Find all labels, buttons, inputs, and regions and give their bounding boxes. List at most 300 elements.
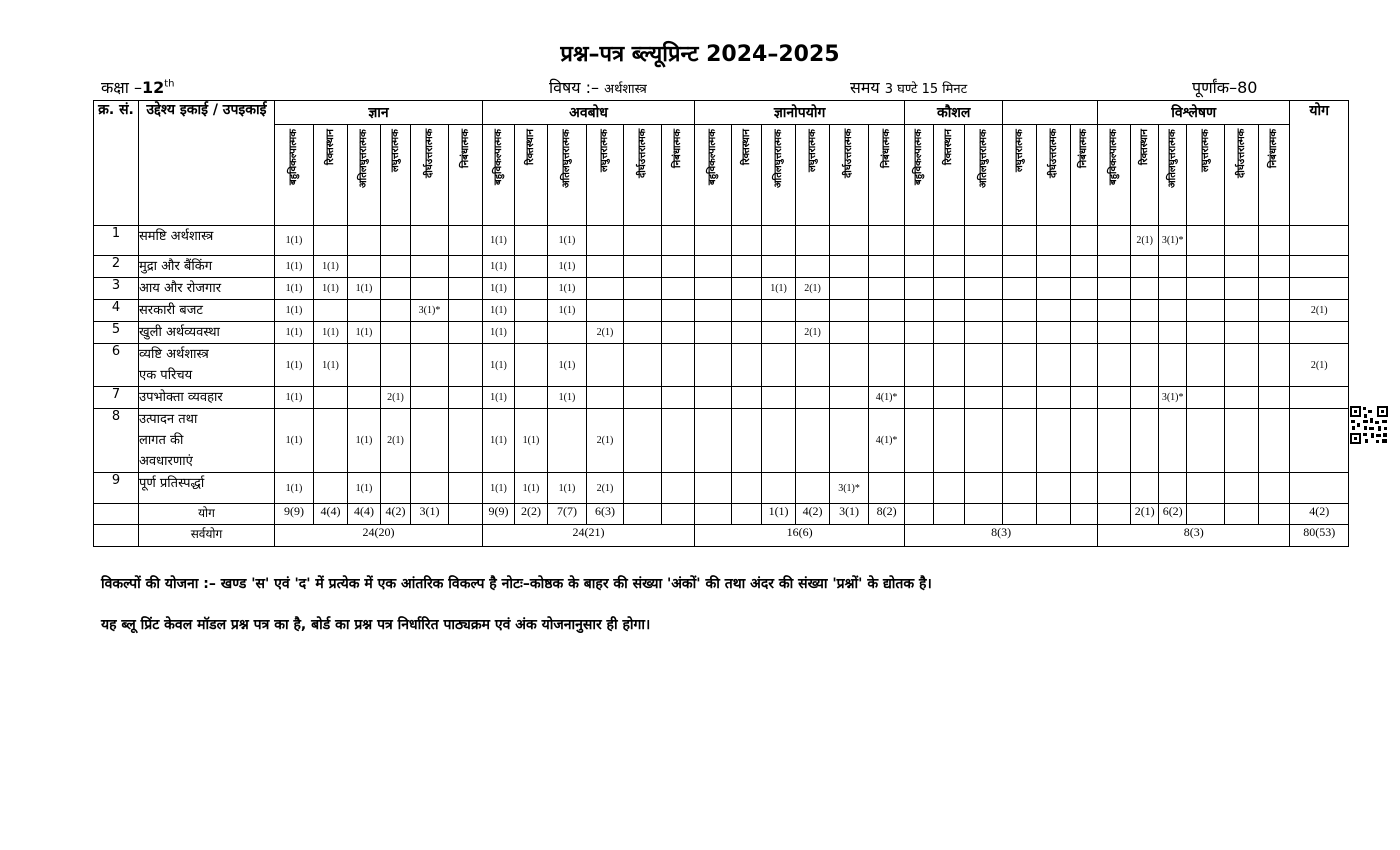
marks-cell: 1(1) bbox=[314, 256, 348, 278]
marks-cell bbox=[624, 409, 662, 473]
marks-cell: 2(1) bbox=[796, 278, 830, 300]
yog-cell: 7(7) bbox=[548, 504, 587, 525]
marks-cell bbox=[449, 256, 483, 278]
marks-cell bbox=[1225, 226, 1259, 256]
marks-cell bbox=[1187, 473, 1225, 504]
marks-cell bbox=[732, 278, 762, 300]
marks-cell bbox=[411, 256, 449, 278]
marks-cell: 1(1) bbox=[483, 473, 515, 504]
serial-no: 7 bbox=[94, 387, 139, 409]
marks-cell bbox=[1003, 409, 1037, 473]
marks-cell bbox=[1071, 322, 1098, 344]
yog-cell: 6(2) bbox=[1159, 504, 1187, 525]
marks-cell bbox=[381, 322, 411, 344]
marks-cell bbox=[732, 473, 762, 504]
marks-cell bbox=[1159, 344, 1187, 387]
marks-cell bbox=[1037, 409, 1071, 473]
marks-cell bbox=[1037, 256, 1071, 278]
marks-cell: 1(1) bbox=[483, 300, 515, 322]
marks-cell bbox=[1098, 256, 1131, 278]
unit-name-line: व्यष्टि अर्थशास्त्र bbox=[139, 347, 209, 362]
marks-cell bbox=[934, 473, 965, 504]
table-row bbox=[94, 344, 1349, 387]
sarvayog-row bbox=[94, 525, 1349, 547]
marks-cell bbox=[905, 409, 934, 473]
yog-cell: 4(2) bbox=[381, 504, 411, 525]
marks-cell bbox=[662, 322, 695, 344]
yog-cell: 1(1) bbox=[762, 504, 796, 525]
marks-cell bbox=[905, 256, 934, 278]
yog-row bbox=[94, 504, 1349, 525]
unit-name bbox=[139, 300, 275, 322]
yog-cell: 4(2) bbox=[796, 504, 830, 525]
time-label: समय 3 घण्टे 15 मिनट bbox=[850, 78, 968, 97]
question-type-header bbox=[1098, 125, 1131, 226]
question-type-label: लघुत्तरात्मक bbox=[389, 129, 401, 172]
question-type-label: लघुत्तरात्मक bbox=[1199, 129, 1211, 172]
marks-cell bbox=[1098, 226, 1131, 256]
question-type-label: निबंधात्मक bbox=[672, 129, 684, 169]
question-type-header bbox=[695, 125, 732, 226]
marks-cell: 1(1) bbox=[548, 256, 587, 278]
question-type-header bbox=[869, 125, 905, 226]
question-type-header bbox=[275, 125, 314, 226]
unit-name bbox=[139, 322, 275, 344]
marks-cell bbox=[1037, 322, 1071, 344]
marks-cell: 1(1) bbox=[348, 409, 381, 473]
question-type-label: रिक्तस्थान bbox=[943, 129, 955, 165]
marks-cell bbox=[869, 322, 905, 344]
question-type-label: अतिलघुत्तरात्मक bbox=[1166, 129, 1178, 188]
unit-name-line: खुली अर्थव्यवस्था bbox=[139, 325, 220, 340]
table-row bbox=[94, 409, 1349, 473]
question-type-header bbox=[1187, 125, 1225, 226]
marks-cell bbox=[830, 300, 869, 322]
marks-cell bbox=[905, 226, 934, 256]
yog-cell bbox=[624, 504, 662, 525]
marks-cell bbox=[796, 226, 830, 256]
marks-cell bbox=[934, 387, 965, 409]
marks-cell bbox=[732, 322, 762, 344]
marks-cell bbox=[662, 278, 695, 300]
marks-cell bbox=[662, 387, 695, 409]
marks-cell bbox=[1098, 344, 1131, 387]
marks-cell bbox=[1098, 300, 1131, 322]
marks-cell bbox=[1098, 278, 1131, 300]
marks-cell bbox=[1003, 300, 1037, 322]
marks-cell bbox=[1071, 278, 1098, 300]
question-type-header bbox=[348, 125, 381, 226]
yog-cell: 3(1) bbox=[830, 504, 869, 525]
serial-no: 1 bbox=[94, 226, 139, 256]
question-type-label: रिक्तस्थान bbox=[324, 129, 336, 165]
marks-cell bbox=[905, 473, 934, 504]
marks-cell bbox=[830, 256, 869, 278]
unit-name-line: अवधारणाएं bbox=[139, 454, 193, 469]
question-type-label: बहुविकल्पात्मक bbox=[492, 129, 504, 185]
marks-cell bbox=[905, 300, 934, 322]
marks-cell bbox=[830, 344, 869, 387]
serial-no: 4 bbox=[94, 300, 139, 322]
marks-cell bbox=[830, 226, 869, 256]
marks-cell bbox=[1098, 409, 1131, 473]
question-type-label: अतिलघुत्तरात्मक bbox=[561, 129, 572, 188]
question-type-header bbox=[1003, 125, 1037, 226]
unit-name bbox=[139, 278, 275, 300]
marks-cell: 1(1) bbox=[548, 226, 587, 256]
question-type-label: बहुविकल्पात्मक bbox=[707, 129, 719, 185]
marks-cell bbox=[1037, 300, 1071, 322]
marks-cell bbox=[905, 322, 934, 344]
question-type-header bbox=[732, 125, 762, 226]
yog-cell bbox=[965, 504, 1003, 525]
unit-name bbox=[139, 473, 275, 504]
marks-cell bbox=[515, 300, 548, 322]
marks-cell bbox=[965, 322, 1003, 344]
marks-cell bbox=[796, 387, 830, 409]
marks-cell bbox=[1131, 256, 1159, 278]
marks-cell bbox=[1187, 256, 1225, 278]
question-type-label: दीर्घउत्तरात्मक bbox=[636, 129, 648, 179]
question-type-header bbox=[548, 125, 587, 226]
marks-cell bbox=[1131, 344, 1159, 387]
marks-cell bbox=[662, 256, 695, 278]
marks-cell bbox=[1225, 344, 1259, 387]
marks-cell bbox=[624, 322, 662, 344]
question-type-header bbox=[1159, 125, 1187, 226]
marks-cell bbox=[1259, 387, 1290, 409]
marks-cell bbox=[449, 300, 483, 322]
marks-cell bbox=[1225, 256, 1259, 278]
marks-cell bbox=[314, 226, 348, 256]
serial-no-header: क्र. सं. bbox=[94, 101, 139, 226]
marks-cell bbox=[515, 344, 548, 387]
marks-cell bbox=[965, 387, 1003, 409]
empty-cell bbox=[94, 525, 139, 547]
marks-cell bbox=[695, 278, 732, 300]
marks-cell: 1(1) bbox=[275, 256, 314, 278]
question-type-header bbox=[1071, 125, 1098, 226]
marks-cell bbox=[762, 256, 796, 278]
empty-cell bbox=[94, 504, 139, 525]
marks-cell bbox=[1071, 387, 1098, 409]
marks-cell bbox=[762, 344, 796, 387]
marks-cell: 3(1)* bbox=[411, 300, 449, 322]
marks-cell bbox=[1131, 300, 1159, 322]
marks-cell: 1(1) bbox=[314, 322, 348, 344]
marks-cell bbox=[314, 473, 348, 504]
yog-cell bbox=[1098, 504, 1131, 525]
unit-name bbox=[139, 256, 275, 278]
yog-cell: 6(3) bbox=[587, 504, 624, 525]
marks-cell bbox=[1037, 278, 1071, 300]
marks-cell bbox=[1225, 473, 1259, 504]
marks-cell bbox=[695, 322, 732, 344]
yog-cell: 2(1) bbox=[1131, 504, 1159, 525]
marks-cell bbox=[830, 278, 869, 300]
marks-cell bbox=[1259, 322, 1290, 344]
question-type-label: दीर्घउत्तरात्मक bbox=[1235, 129, 1247, 179]
serial-no: 6 bbox=[94, 344, 139, 387]
group-header: ज्ञान bbox=[275, 101, 483, 125]
marks-cell bbox=[1259, 300, 1290, 322]
marks-cell: 1(1) bbox=[483, 322, 515, 344]
marks-cell: 2(1) bbox=[1290, 344, 1349, 387]
yog-cell: 8(2) bbox=[869, 504, 905, 525]
marks-cell: 3(1)* bbox=[1159, 387, 1187, 409]
group-total: 8(3) bbox=[1098, 525, 1290, 547]
question-type-label: रिक्तस्थान bbox=[740, 129, 752, 165]
yog-cell bbox=[1259, 504, 1290, 525]
marks-cell: 2(1) bbox=[587, 473, 624, 504]
marks-cell: 1(1) bbox=[348, 278, 381, 300]
marks-cell bbox=[1225, 278, 1259, 300]
marks-cell bbox=[1225, 300, 1259, 322]
marks-cell: 1(1) bbox=[483, 278, 515, 300]
marks-cell bbox=[1290, 473, 1349, 504]
yog-cell bbox=[1187, 504, 1225, 525]
marks-cell bbox=[762, 409, 796, 473]
marks-cell bbox=[869, 278, 905, 300]
marks-cell bbox=[869, 256, 905, 278]
table-row bbox=[94, 322, 1349, 344]
yog-cell: 4(4) bbox=[348, 504, 381, 525]
marks-cell bbox=[965, 300, 1003, 322]
marks-cell bbox=[934, 256, 965, 278]
marks-cell bbox=[732, 226, 762, 256]
marks-cell: 2(1) bbox=[381, 387, 411, 409]
table-row bbox=[94, 387, 1349, 409]
total-header: योग bbox=[1290, 101, 1349, 226]
marks-cell bbox=[348, 256, 381, 278]
marks-cell bbox=[624, 473, 662, 504]
question-type-header bbox=[314, 125, 348, 226]
options-note: विकल्पों की योजना :– खण्ड 'स' एवं 'द' में प्रत्येक में एक आंतरिक विकल्प है नोटः–कोष्ठक के बाहर की संख्या 'अंकों' की तथा अंदर की संख्या 'प्रश्नों' के द्योतक है। bbox=[101, 576, 932, 592]
question-type-header bbox=[1131, 125, 1159, 226]
yog-cell bbox=[732, 504, 762, 525]
question-type-header bbox=[905, 125, 934, 226]
marks-cell bbox=[732, 409, 762, 473]
marks-cell bbox=[695, 473, 732, 504]
table-row bbox=[94, 226, 1349, 256]
marks-cell: 1(1) bbox=[275, 387, 314, 409]
question-type-header bbox=[515, 125, 548, 226]
question-type-label: बहुविकल्पात्मक bbox=[288, 129, 299, 185]
yog-cell: 3(1) bbox=[411, 504, 449, 525]
class-label: कक्षा –12th bbox=[101, 78, 175, 97]
yog-cell: 9(9) bbox=[483, 504, 515, 525]
yog-cell bbox=[934, 504, 965, 525]
marks-cell bbox=[1003, 226, 1037, 256]
yog-cell bbox=[1003, 504, 1037, 525]
marks-cell: 1(1) bbox=[314, 344, 348, 387]
question-type-label: दीर्घउत्तरात्मक bbox=[1047, 129, 1059, 179]
marks-cell bbox=[869, 300, 905, 322]
marks-cell bbox=[695, 387, 732, 409]
marks-cell bbox=[905, 344, 934, 387]
marks-cell bbox=[934, 278, 965, 300]
marks-cell bbox=[624, 387, 662, 409]
marks-cell bbox=[381, 226, 411, 256]
marks-cell bbox=[1187, 387, 1225, 409]
yog-label: योग bbox=[139, 504, 275, 525]
yog-cell: 4(4) bbox=[314, 504, 348, 525]
group-header: अवबोध bbox=[483, 101, 695, 125]
serial-no: 8 bbox=[94, 409, 139, 473]
yog-cell bbox=[662, 504, 695, 525]
marks-cell: 1(1) bbox=[483, 256, 515, 278]
marks-cell bbox=[662, 300, 695, 322]
marks-cell: 1(1) bbox=[275, 278, 314, 300]
marks-cell: 1(1) bbox=[483, 409, 515, 473]
marks-cell bbox=[695, 256, 732, 278]
group-total: 24(20) bbox=[275, 525, 483, 547]
question-type-header bbox=[1259, 125, 1290, 226]
marks-cell bbox=[965, 256, 1003, 278]
marks-cell bbox=[695, 344, 732, 387]
marks-cell bbox=[1259, 344, 1290, 387]
marks-cell bbox=[732, 344, 762, 387]
subject-label: विषय :– अर्थशास्त्र bbox=[549, 78, 647, 97]
marks-cell bbox=[762, 226, 796, 256]
question-type-header bbox=[1037, 125, 1071, 226]
marks-cell bbox=[1159, 300, 1187, 322]
marks-cell: 1(1) bbox=[762, 278, 796, 300]
question-type-label: अतिलघुत्तरात्मक bbox=[977, 129, 989, 188]
question-type-header bbox=[796, 125, 830, 226]
marks-cell bbox=[934, 300, 965, 322]
marks-cell bbox=[695, 226, 732, 256]
question-type-label: निबंधात्मक bbox=[880, 129, 892, 169]
marks-cell bbox=[1159, 256, 1187, 278]
marks-cell bbox=[830, 387, 869, 409]
marks-cell bbox=[695, 300, 732, 322]
sarvayog-label: सर्वयोग bbox=[139, 525, 275, 547]
yog-cell: 4(2) bbox=[1290, 504, 1349, 525]
marks-cell bbox=[762, 300, 796, 322]
marks-cell: 4(1)* bbox=[869, 387, 905, 409]
question-type-header bbox=[449, 125, 483, 226]
marks-cell bbox=[796, 300, 830, 322]
marks-cell bbox=[1159, 278, 1187, 300]
marks-cell bbox=[515, 226, 548, 256]
marks-cell: 1(1) bbox=[548, 344, 587, 387]
unit-name-line: एक परिचय bbox=[139, 368, 193, 383]
marks-cell bbox=[1098, 473, 1131, 504]
marks-cell bbox=[1003, 387, 1037, 409]
marks-cell: 1(1) bbox=[348, 322, 381, 344]
marks-cell bbox=[965, 278, 1003, 300]
unit-name bbox=[139, 409, 275, 473]
marks-cell bbox=[732, 387, 762, 409]
marks-cell bbox=[1259, 256, 1290, 278]
marks-cell bbox=[624, 278, 662, 300]
marks-cell bbox=[1131, 322, 1159, 344]
marks-cell bbox=[381, 256, 411, 278]
grand-total: 80(53) bbox=[1290, 525, 1349, 547]
marks-cell bbox=[587, 300, 624, 322]
group-header: कौशल bbox=[905, 101, 1003, 125]
marks-cell: 1(1) bbox=[275, 473, 314, 504]
marks-cell bbox=[1187, 409, 1225, 473]
unit-name-line: लागत की bbox=[139, 433, 184, 448]
marks-cell bbox=[965, 226, 1003, 256]
marks-cell: 3(1)* bbox=[1159, 226, 1187, 256]
marks-cell bbox=[1187, 226, 1225, 256]
marks-cell: 1(1) bbox=[515, 409, 548, 473]
marks-cell bbox=[1159, 409, 1187, 473]
marks-cell bbox=[548, 322, 587, 344]
marks-cell bbox=[965, 473, 1003, 504]
marks-cell bbox=[1187, 300, 1225, 322]
marks-cell: 4(1)* bbox=[869, 409, 905, 473]
marks-cell: 2(1) bbox=[1131, 226, 1159, 256]
marks-cell bbox=[1098, 322, 1131, 344]
yog-cell bbox=[1225, 504, 1259, 525]
marks-cell: 1(1) bbox=[548, 278, 587, 300]
marks-cell: 2(1) bbox=[587, 322, 624, 344]
question-type-label: लघुत्तरात्मक bbox=[599, 129, 610, 172]
marks-cell bbox=[934, 226, 965, 256]
yog-cell: 2(2) bbox=[515, 504, 548, 525]
marks-cell bbox=[624, 226, 662, 256]
question-type-label: बहुविकल्पात्मक bbox=[1108, 129, 1120, 185]
marks-cell bbox=[1037, 473, 1071, 504]
unit-header: उद्देश्य इकाई / उपइकाई bbox=[139, 101, 275, 226]
marks-cell bbox=[381, 473, 411, 504]
marks-cell bbox=[762, 473, 796, 504]
unit-name-line: समष्टि अर्थशास्त्र bbox=[139, 229, 214, 244]
marks-cell bbox=[1225, 387, 1259, 409]
marks-cell bbox=[1187, 344, 1225, 387]
question-type-label: दीर्घउत्तरात्मक bbox=[843, 129, 855, 179]
marks-cell bbox=[1290, 256, 1349, 278]
marks-cell: 2(1) bbox=[381, 409, 411, 473]
unit-name-line: सरकारी बजट bbox=[139, 303, 203, 318]
marks-cell bbox=[1071, 473, 1098, 504]
question-type-label: बहुविकल्पात्मक bbox=[913, 129, 925, 185]
marks-cell bbox=[1290, 322, 1349, 344]
group-total: 24(21) bbox=[483, 525, 695, 547]
question-type-label: निबंधात्मक bbox=[1268, 129, 1280, 169]
marks-cell bbox=[965, 409, 1003, 473]
marks-cell bbox=[662, 226, 695, 256]
marks-cell: 1(1) bbox=[275, 322, 314, 344]
marks-cell bbox=[348, 387, 381, 409]
marks-cell bbox=[515, 278, 548, 300]
marks-cell: 1(1) bbox=[483, 344, 515, 387]
marks-cell bbox=[411, 226, 449, 256]
question-type-label: अतिलघुत्तरात्मक bbox=[358, 129, 369, 188]
yog-cell bbox=[695, 504, 732, 525]
marks-cell bbox=[624, 344, 662, 387]
marks-cell bbox=[381, 300, 411, 322]
marks-cell bbox=[905, 278, 934, 300]
unit-name bbox=[139, 226, 275, 256]
question-type-header bbox=[934, 125, 965, 226]
marks-cell bbox=[449, 473, 483, 504]
serial-no: 2 bbox=[94, 256, 139, 278]
marks-cell: 1(1) bbox=[548, 300, 587, 322]
marks-cell bbox=[1225, 409, 1259, 473]
marks-cell bbox=[548, 409, 587, 473]
marks-cell bbox=[1003, 322, 1037, 344]
marks-cell: 1(1) bbox=[483, 226, 515, 256]
question-type-label: निबंधात्मक bbox=[1078, 129, 1090, 169]
disclaimer-note: यह ब्लू प्रिंट केवल मॉडल प्रश्न पत्र का है, बोर्ड का प्रश्न पत्र निर्धारित पाठ्यक्रम एवं अंक योजनानुसार ही होगा। bbox=[101, 617, 651, 633]
marks-cell bbox=[796, 409, 830, 473]
marks-cell: 2(1) bbox=[1290, 300, 1349, 322]
